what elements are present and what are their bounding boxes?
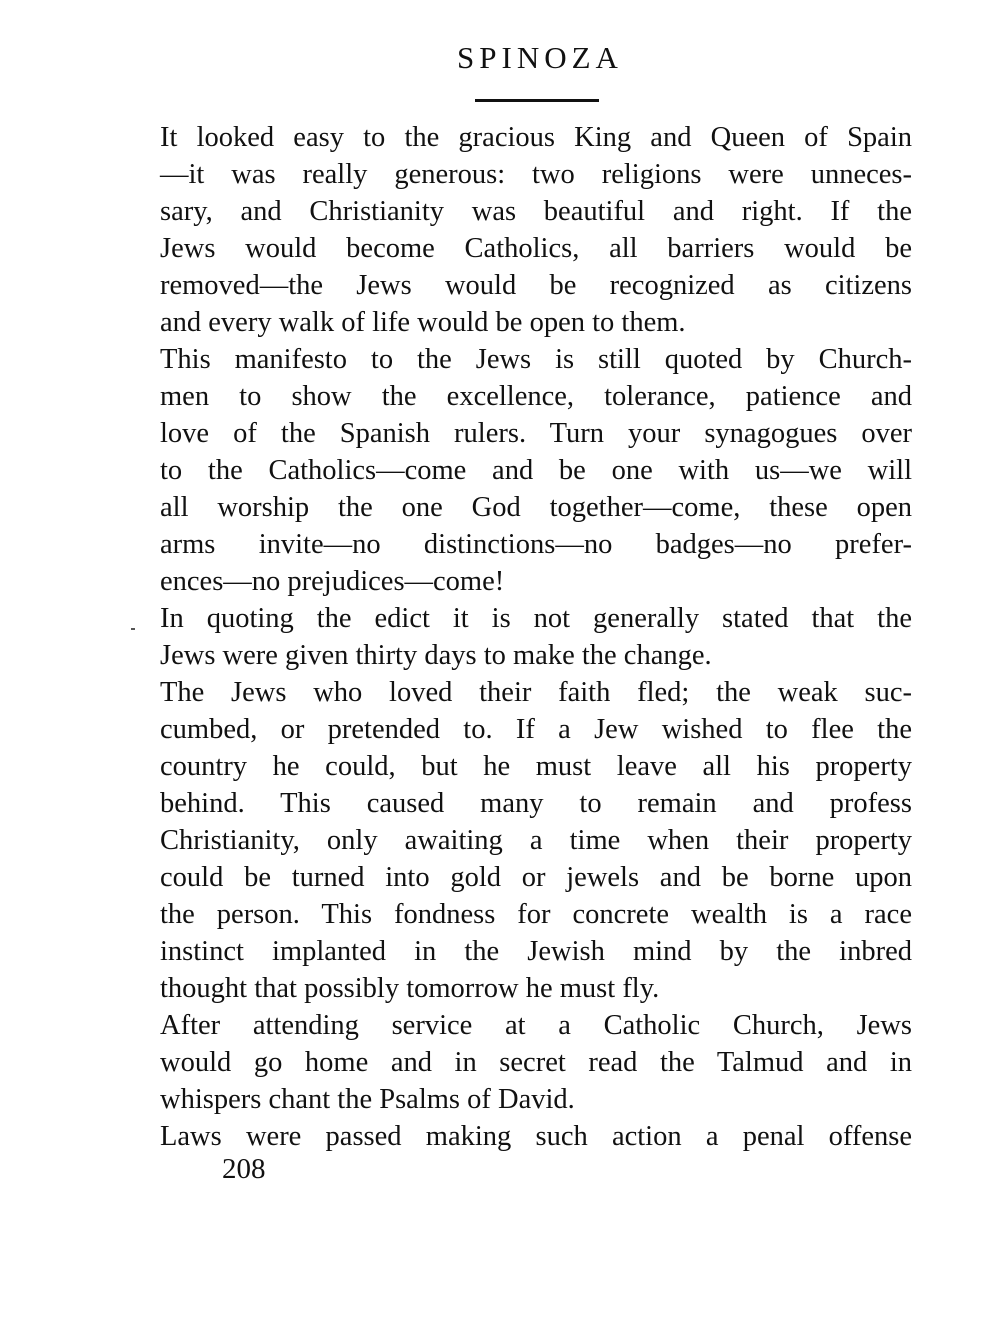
paragraph — [160, 341, 912, 600]
text-line: and every walk of life would be open to them. — [160, 307, 686, 338]
text-line: Jews would become Catholics, all barriers would be — [160, 233, 912, 264]
running-head: SPINOZA — [457, 40, 623, 75]
text-line: whispers chant the Psalms of David. — [160, 1084, 575, 1115]
title-rule — [475, 99, 599, 102]
text-line: men to show the excellence, tolerance, patience and — [160, 381, 912, 412]
margin-mark — [131, 628, 135, 630]
text-line: ences—no prejudices—come! — [160, 566, 505, 597]
paragraph — [160, 119, 912, 341]
text-line: country he could, but he must leave all his property — [160, 751, 912, 782]
text-line: instinct implanted in the Jewish mind by the inbred — [160, 936, 912, 967]
text-line: Christianity, only awaiting a time when their property — [160, 825, 912, 856]
text-line: It looked easy to the gracious King and Queen of Spain — [160, 122, 912, 153]
text-line: This manifesto to the Jews is still quoted by Church- — [160, 344, 912, 375]
text-line: love of the Spanish rulers. Turn your synagogues over — [160, 418, 912, 449]
text-line: could be turned into gold or jewels and be borne upon — [160, 862, 912, 893]
text-line: thought that possibly tomorrow he must fly. — [160, 973, 660, 1004]
body-text — [160, 119, 912, 1155]
text-line: arms invite—no distinctions—no badges—no prefer- — [160, 529, 912, 560]
paragraph — [160, 1118, 912, 1155]
text-line: Jews were given thirty days to make the change. — [160, 640, 712, 671]
paragraph — [160, 674, 912, 1007]
text-line: to the Catholics—come and be one with us—we will — [160, 455, 912, 486]
text-line: would go home and in secret read the Talmud and in — [160, 1047, 912, 1078]
text-line: removed—the Jews would be recognized as citizens — [160, 270, 912, 301]
text-line: cumbed, or pretended to. If a Jew wished to flee the — [160, 714, 912, 745]
paragraph — [160, 1007, 912, 1118]
text-line: In quoting the edict it is not generally stated that the — [160, 603, 912, 634]
text-line: the person. This fondness for concrete wealth is a race — [160, 899, 912, 930]
text-line: —it was really generous: two religions were unneces- — [160, 159, 912, 190]
text-line: After attending service at a Catholic Church, Jews — [160, 1010, 912, 1041]
paragraph — [160, 600, 912, 674]
text-line: behind. This caused many to remain and profess — [160, 788, 912, 819]
text-line: all worship the one God together—come, these open — [160, 492, 912, 523]
text-line: sary, and Christianity was beautiful and right. If the — [160, 196, 912, 227]
page-number: 208 — [222, 1153, 266, 1185]
text-line: The Jews who loved their faith fled; the weak suc- — [160, 677, 912, 708]
text-line: Laws were passed making such action a penal offense — [160, 1121, 912, 1152]
